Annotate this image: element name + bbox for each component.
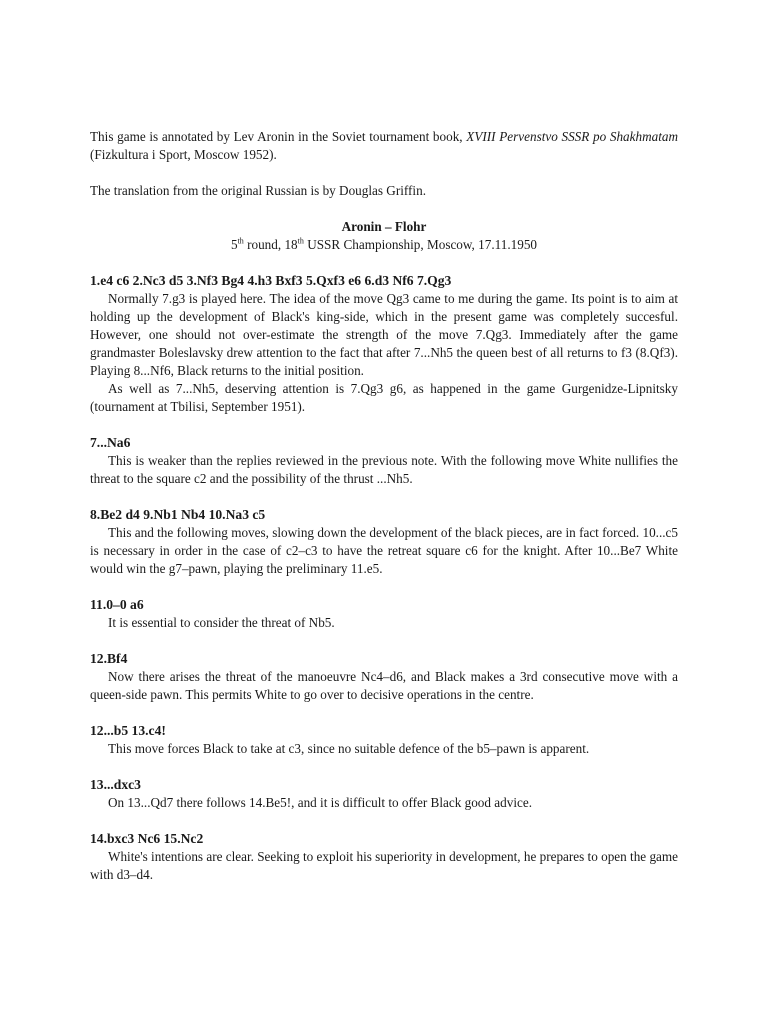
move-heading: 12.Bf4 [90,651,128,666]
event-text: USSR Championship, Moscow, 17.11.1950 [303,237,538,252]
intro-text-b: (Fizkultura i Sport, Moscow 1952). [90,147,277,162]
round-text: round, 18 [243,237,298,252]
move-heading: 7...Na6 [90,435,131,450]
game-event [90,236,678,254]
annotation-section [90,830,678,884]
translation-note: The translation from the original Russian is by Douglas Griffin. [90,183,426,198]
move-heading: 8.Be2 d4 9.Nb1 Nb4 10.Na3 c5 [90,507,266,522]
annotation-paragraph: This move forces Black to take at c3, since no suitable defence of the b5–pawn is apparent. [108,741,590,756]
round-sup: th [237,236,244,246]
annotation-paragraph: It is essential to consider the threat of Nb5. [108,615,335,630]
annotation-section [90,596,678,632]
book-title: XVIII Pervenstvo SSSR po Shakhmatam [466,129,678,144]
annotation-section [90,776,678,812]
annotation-section [90,434,678,488]
intro-text-a: This game is annotated by Lev Aronin in the Soviet tournament book, [90,129,467,144]
game-players: Aronin – Flohr [341,219,427,234]
annotation-paragraph: This is weaker than the replies reviewed in the previous note. With the following move White nullifies the threat to the square c2 and the possibility of the thrust ...Nh5. [90,453,678,486]
annotation-section [90,272,678,416]
annotation-section [90,650,678,704]
annotation-paragraph: White's intentions are clear. Seeking to exploit his superiority in development, he prepares to open the game with d3–d4. [90,849,679,882]
annotation-paragraph: Normally 7.g3 is played here. The idea of the move Qg3 came to me during the game. Its point is to aim at holding up the development of Black's king-side, which in the present game was completely succesful. However, one should not over-estimate the strength of the move 7.Qg3. Immediately after the game grandmaster Boleslavsky drew attention to the fact that after 7...Nh5 the queen best of all returns to f3 (8.Qf3). Playing 8...Nf6, Black returns to the initial position. [90,291,678,378]
intro-paragraph [90,128,678,164]
annotation-section [90,722,678,758]
move-heading: 1.e4 c6 2.Nc3 d5 3.Nf3 Bg4 4.h3 Bxf3 5.Qxf3 e6 6.d3 Nf6 7.Qg3 [90,273,452,288]
annotation-paragraph: This and the following moves, slowing down the development of the black pieces, are in fact forced. 10...c5 is necessary in order in the case of c2–c3 to have the retreat square c6 for the knight. After 10...Be7 White would win the g7–pawn, playing the preliminary 11.e5. [90,525,678,576]
annotation-sections [90,272,678,884]
move-heading: 12...b5 13.c4! [90,723,166,738]
championship-sup: th [297,236,304,246]
round-number: 5 [230,237,238,252]
annotation-section [90,506,678,578]
move-heading: 13...dxc3 [90,777,141,792]
annotation-paragraph: Now there arises the threat of the manoeuvre Nc4–d6, and Black makes a 3rd consecutive move with a queen-side pawn. This permits White to go over to decisive operations in the centre. [90,669,678,702]
document-body [90,128,678,884]
annotation-paragraph: On 13...Qd7 there follows 14.Be5!, and it is difficult to offer Black good advice. [108,795,532,810]
move-heading: 11.0–0 a6 [90,597,144,612]
move-heading: 14.bxc3 Nc6 15.Nc2 [90,831,204,846]
annotation-paragraph: As well as 7...Nh5, deserving attention is 7.Qg3 g6, as happened in the game Gurgenidze-Lipnitsky (tournament at Tbilisi, September 1951). [90,381,678,414]
